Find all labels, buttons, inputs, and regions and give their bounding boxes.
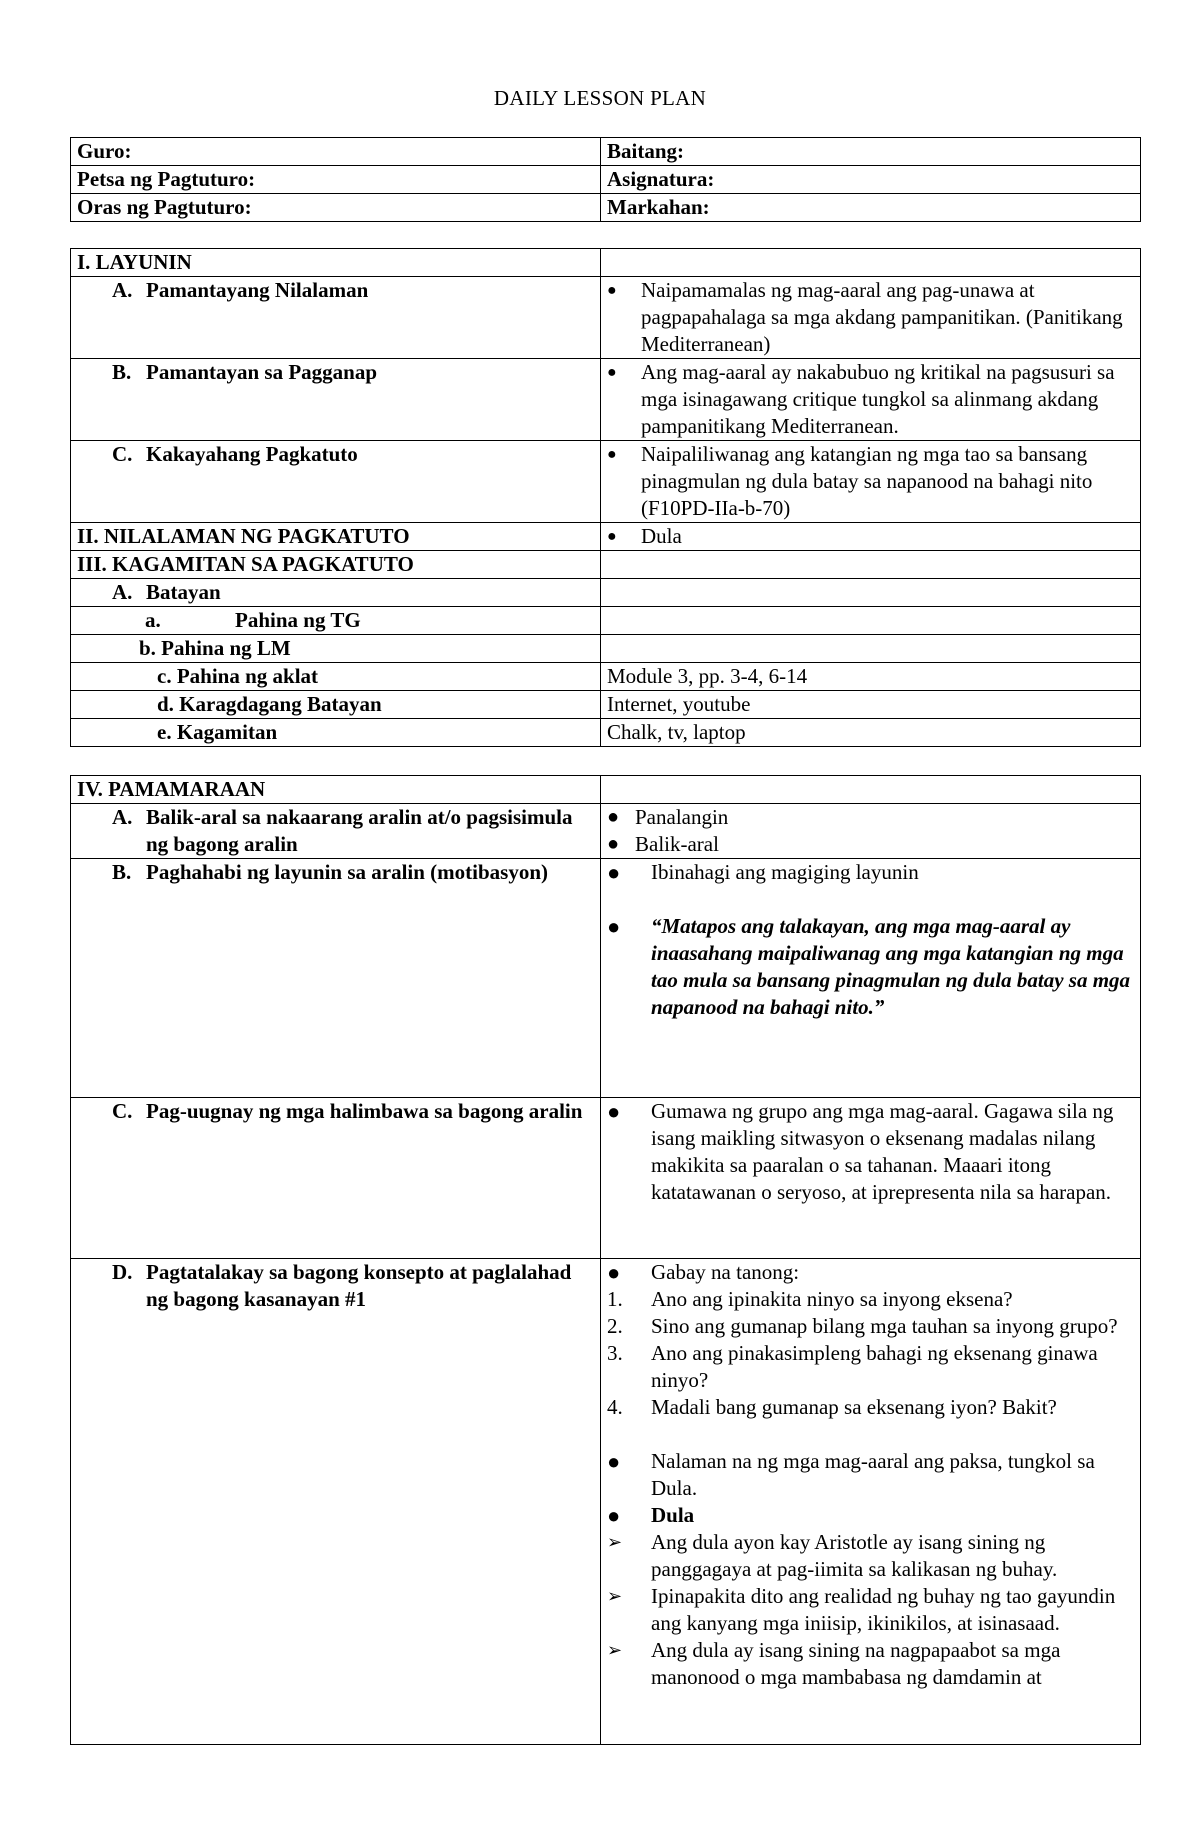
arrow-bullet-icon: ➢	[607, 1532, 623, 1552]
arrow-bullet-icon: ➢	[607, 1640, 623, 1660]
bullet-icon: ●	[607, 1099, 621, 1124]
item-letter: D.	[112, 1260, 133, 1284]
dula-point: Ang dula ay isang sining na nagpapaabot sa mga manonood o mga mambabasa ng damdamin at	[651, 1638, 1061, 1689]
list-item: Balik-aral	[635, 832, 719, 856]
list-item: Panalangin	[635, 805, 729, 829]
pamantayan-sa-pagganap-label: Pamantayan sa Pagganap	[146, 360, 378, 384]
guro-label: Guro:	[71, 138, 601, 166]
baitang-label: Baitang:	[601, 138, 1141, 166]
bullet-icon: ●	[607, 528, 617, 545]
oras-label: Oras ng Pagtuturo:	[71, 194, 601, 222]
pamantayan-sa-pagganap-value: Ang mag-aaral ay nakabubuo ng kritikal na pagsusuri sa mga isinagawang critique tungkol sa alinmang akdang pampanitikang Mediterranean.	[641, 360, 1115, 438]
layunin-item: Ibinahagi ang magiging layunin	[651, 860, 919, 884]
pamamaraan-c-value-cell	[601, 1098, 1141, 1259]
kakayahang-pagkatuto-label: Kakayahang Pagkatuto	[146, 442, 358, 466]
layunin-c-value-cell	[601, 441, 1141, 523]
pamantayang-nilalaman-value: Naipamamalas ng mag-aaral ang pag-unawa at pagpapahalaga sa mga akdang pampanitikan. (Panitikang Mediterranean)	[641, 278, 1123, 356]
pamantayang-nilalaman-label: Pamantayang Nilalaman	[146, 278, 369, 302]
page-title: DAILY LESSON PLAN	[493, 86, 707, 110]
layunin-heading: I. LAYUNIN	[71, 249, 601, 277]
question-text: Ano ang ipinakita ninyo sa inyong eksena?	[651, 1287, 1013, 1311]
pag-uugnay-label: Pag-uugnay ng mga halimbawa sa bagong aralin	[146, 1099, 583, 1123]
item-letter: C.	[112, 442, 133, 466]
pamamaraan-b-cell	[71, 859, 601, 1098]
question-number: 3.	[607, 1341, 623, 1365]
nilalaman-value: Dula	[641, 524, 682, 548]
nalaman-item: Nalaman na ng mga mag-aaral ang paksa, tungkol sa Dula.	[651, 1449, 1095, 1500]
question-number: 1.	[607, 1287, 623, 1311]
bullet-icon: ●	[607, 446, 617, 463]
pamamaraan-c-cell	[71, 1098, 601, 1259]
pamamaraan-b-value-cell	[601, 859, 1141, 1098]
item-letter: a.	[145, 608, 161, 632]
bullet-icon: ●	[607, 806, 620, 828]
layunin-a-cell	[71, 277, 601, 359]
dula-point: Ipinapakita dito ang realidad ng buhay ng tao gayundin ang kanyang mga iniisip, ikinikilos, at isinasaad.	[651, 1584, 1116, 1635]
kagamitan-label: e. Kagamitan	[71, 719, 601, 747]
pag-uugnay-item: Gumawa ng grupo ang mga mag-aaral. Gagawa sila ng isang maikling sitwasyon o eksenang madalas nilang makikita sa paaralan o sa tahanan. Maaari itong katatawanan o seryoso, at iprepresenta nila sa harapan.	[651, 1099, 1114, 1204]
pahina-tg-label: Pahina ng TG	[235, 608, 361, 632]
empty-cell	[601, 776, 1141, 804]
kakayahang-pagkatuto-value: Naipaliliwanag ang katangian ng mga tao sa bansang pinagmulan ng dula batay sa napanood na bahagi nito (F10PD-IIa-b-70)	[641, 442, 1093, 520]
asignatura-label: Asignatura:	[601, 166, 1141, 194]
bullet-icon: ●	[607, 833, 620, 855]
pahina-tg-cell	[71, 607, 601, 635]
layunin-quote: “Matapos ang talakayan, ang mga mag-aaral ay inaasahang maipaliwanag ang mga katangian ng mga tao mula sa bansang pinagmulan ng dula batay sa mga napanood na bahagi nito.”	[651, 914, 1131, 1019]
pahina-aklat-label: c. Pahina ng aklat	[71, 663, 601, 691]
arrow-bullet-icon: ➢	[607, 1586, 623, 1606]
kagamitan-value: Chalk, tv, laptop	[601, 719, 1141, 747]
kagamitan-heading: III. KAGAMITAN SA PAGKATUTO	[71, 551, 601, 579]
pamamaraan-heading: IV. PAMAMARAAN	[71, 776, 601, 804]
item-letter: A.	[112, 278, 133, 302]
nilalaman-value-cell	[601, 523, 1141, 551]
pagtatalakay-label: Pagtatalakay sa bagong konsepto at paglalahad ng bagong kasanayan #1	[146, 1260, 572, 1311]
question-text: Madali bang gumanap sa eksenang iyon? Bakit?	[651, 1395, 1057, 1419]
item-letter: C.	[112, 1099, 133, 1123]
layunin-a-value-cell	[601, 277, 1141, 359]
markahan-label: Markahan:	[601, 194, 1141, 222]
bullet-icon: ●	[607, 1260, 621, 1285]
nilalaman-heading: II. NILALAMAN NG PAGKATUTO	[71, 523, 601, 551]
empty-cell	[601, 607, 1141, 635]
dula-point: Ang dula ayon kay Aristotle ay isang sining ng panggagaya at pag-iimita sa kalikasan ng buhay.	[651, 1530, 1058, 1581]
bullet-icon: ●	[607, 860, 621, 885]
bullet-icon: ●	[607, 282, 617, 299]
question-number: 2.	[607, 1314, 623, 1338]
bullet-icon: ●	[607, 1449, 621, 1474]
layunin-b-cell	[71, 359, 601, 441]
item-letter: B.	[112, 860, 132, 884]
karagdagang-batayan-label: d. Karagdagang Batayan	[71, 691, 601, 719]
bullet-icon: ●	[607, 364, 617, 381]
item-letter: B.	[112, 360, 132, 384]
batayan-label: Batayan	[146, 580, 221, 604]
bullet-icon: ●	[607, 1503, 621, 1528]
pamamaraan-d-value-cell	[601, 1259, 1141, 1745]
paghahabi-label: Paghahabi ng layunin sa aralin (motibasyon)	[146, 860, 549, 884]
empty-cell	[601, 249, 1141, 277]
question-text: Sino ang gumanap bilang mga tauhan sa inyong grupo?	[651, 1314, 1118, 1338]
bullet-icon: ●	[607, 914, 621, 939]
karagdagang-batayan-value: Internet, youtube	[601, 691, 1141, 719]
pahina-aklat-value: Module 3, pp. 3-4, 6-14	[601, 663, 1141, 691]
objectives-table	[70, 248, 1141, 747]
pamamaraan-d-cell	[71, 1259, 601, 1745]
balik-aral-label: Balik-aral sa nakaarang aralin at/o pagsisimula ng bagong aralin	[146, 805, 573, 856]
layunin-c-cell	[71, 441, 601, 523]
batayan-cell	[71, 579, 601, 607]
gabay-label: Gabay na tanong:	[651, 1260, 800, 1284]
header-info-table	[70, 137, 1141, 222]
pamamaraan-a-value-cell	[601, 804, 1141, 859]
item-letter: A.	[112, 580, 133, 604]
question-text: Ano ang pinakasimpleng bahagi ng eksenang ginawa ninyo?	[651, 1341, 1098, 1392]
pahina-lm-label: b. Pahina ng LM	[71, 635, 601, 663]
question-number: 4.	[607, 1395, 623, 1419]
empty-cell	[601, 551, 1141, 579]
dula-heading: Dula	[651, 1503, 695, 1527]
layunin-b-value-cell	[601, 359, 1141, 441]
empty-cell	[601, 635, 1141, 663]
item-letter: A.	[112, 805, 133, 829]
pamamaraan-a-cell	[71, 804, 601, 859]
petsa-label: Petsa ng Pagtuturo:	[71, 166, 601, 194]
procedure-table	[70, 775, 1141, 1745]
empty-cell	[601, 579, 1141, 607]
